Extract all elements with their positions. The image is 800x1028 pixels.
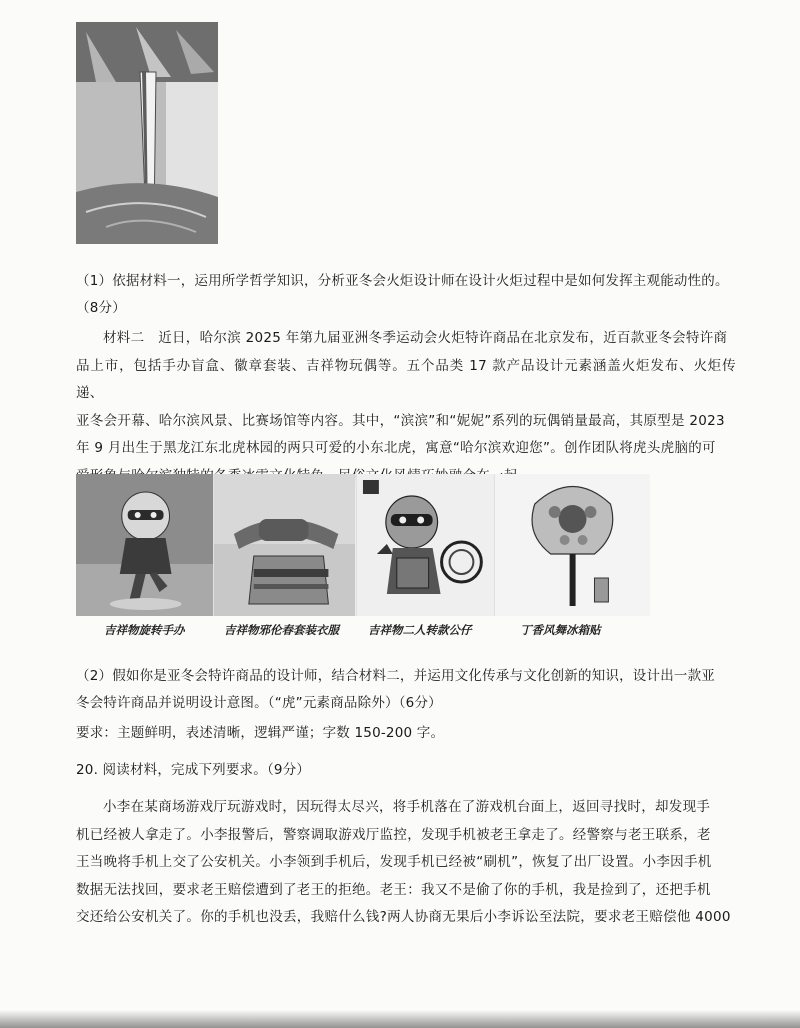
material-2-line: 亚冬会开幕、哈尔滨风景、比赛场馆等内容。其中，“滨滨”和“妮妮”系列的玩偶销量最高，其原型是 2023 <box>76 412 725 429</box>
lilac-fan-fridge-magnet-photo <box>495 474 650 616</box>
question-1 <box>76 268 736 322</box>
requirement: 要求：主题鲜明，表述清晰，逻辑严谨；字数 150-200 字。 <box>76 725 445 741</box>
product-gallery <box>76 474 650 616</box>
mascot-clothing-set-photo <box>214 474 356 616</box>
material-2-line: 材料二 近日，哈尔滨 2025 年第九届亚洲冬季运动会火炬特许商品在北京发布，近百款亚冬会特许商 <box>103 330 728 346</box>
page-edge-shadow <box>0 1010 800 1028</box>
caption: 吉祥物邪伦春套装衣服 <box>224 623 339 637</box>
material-2 <box>76 325 736 490</box>
question-20-heading: 20. 阅读材料，完成下列要求。（9分） <box>76 762 311 778</box>
material-2-line: 年 9 月出生于黑龙江东北虎林园的两只可爱的小东北虎，寓意“哈尔滨欢迎您”。创作团队将虎头虎脑的可 <box>76 440 716 456</box>
mascot-spinning-figure-photo <box>76 474 214 616</box>
mascot-duo-doll-photo <box>357 474 495 616</box>
story-line: 小李在某商场游戏厅玩游戏时，因玩得太尽兴，将手机落在了游戏机台面上，返回寻找时，却发现手 <box>103 799 711 815</box>
question-1-score: （8分） <box>76 300 126 316</box>
story-line: 数据无法找回，要求老王赔偿遭到了老王的拒绝。老王：我又不是偷了你的手机，我是捡到了，还把手机 <box>76 881 711 898</box>
caption: 丁香风舞冰箱贴 <box>520 623 601 637</box>
question-1-text: （1）依据材料一，运用所学哲学知识，分析亚冬会火炬设计师在设计火炬过程中是如何发挥主观能动性的。 <box>76 273 729 289</box>
story-line: 王当晚将手机上交了公安机关。小李领到手机后，发现手机已经被“刷机”，恢复了出厂设置。小李因手机 <box>76 854 712 870</box>
question-2-line: 冬会特许商品并说明设计意图。（“虎”元素商品除外）（6分） <box>76 695 442 711</box>
torch-photo <box>76 22 218 244</box>
question-2-line: （2）假如你是亚冬会特许商品的设计师，结合材料二，并运用文化传承与文化创新的知识，设计出一款亚 <box>76 668 715 684</box>
gallery-captions <box>76 622 656 642</box>
material-2-line: 品上市，包括手办盲盒、徽章套装、吉祥物玩偶等。五个品类 17 款产品设计元素涵盖火炬发布、火炬传递、 <box>76 357 736 401</box>
story-material <box>76 794 736 932</box>
story-line: 机已经被人拿走了。小李报警后，警察调取游戏厅监控，发现手机被老王拿走了。经警察与老王联系，老 <box>76 826 711 843</box>
story-line: 交还给公安机关了。你的手机也没丢，我赔什么钱?两人协商无果后小李诉讼至法院，要求老王赔偿他 4000 <box>76 909 731 925</box>
caption: 吉祥物二人转款公仔 <box>368 623 472 637</box>
caption: 吉祥物旋转手办 <box>104 623 185 637</box>
question-2 <box>76 663 736 717</box>
